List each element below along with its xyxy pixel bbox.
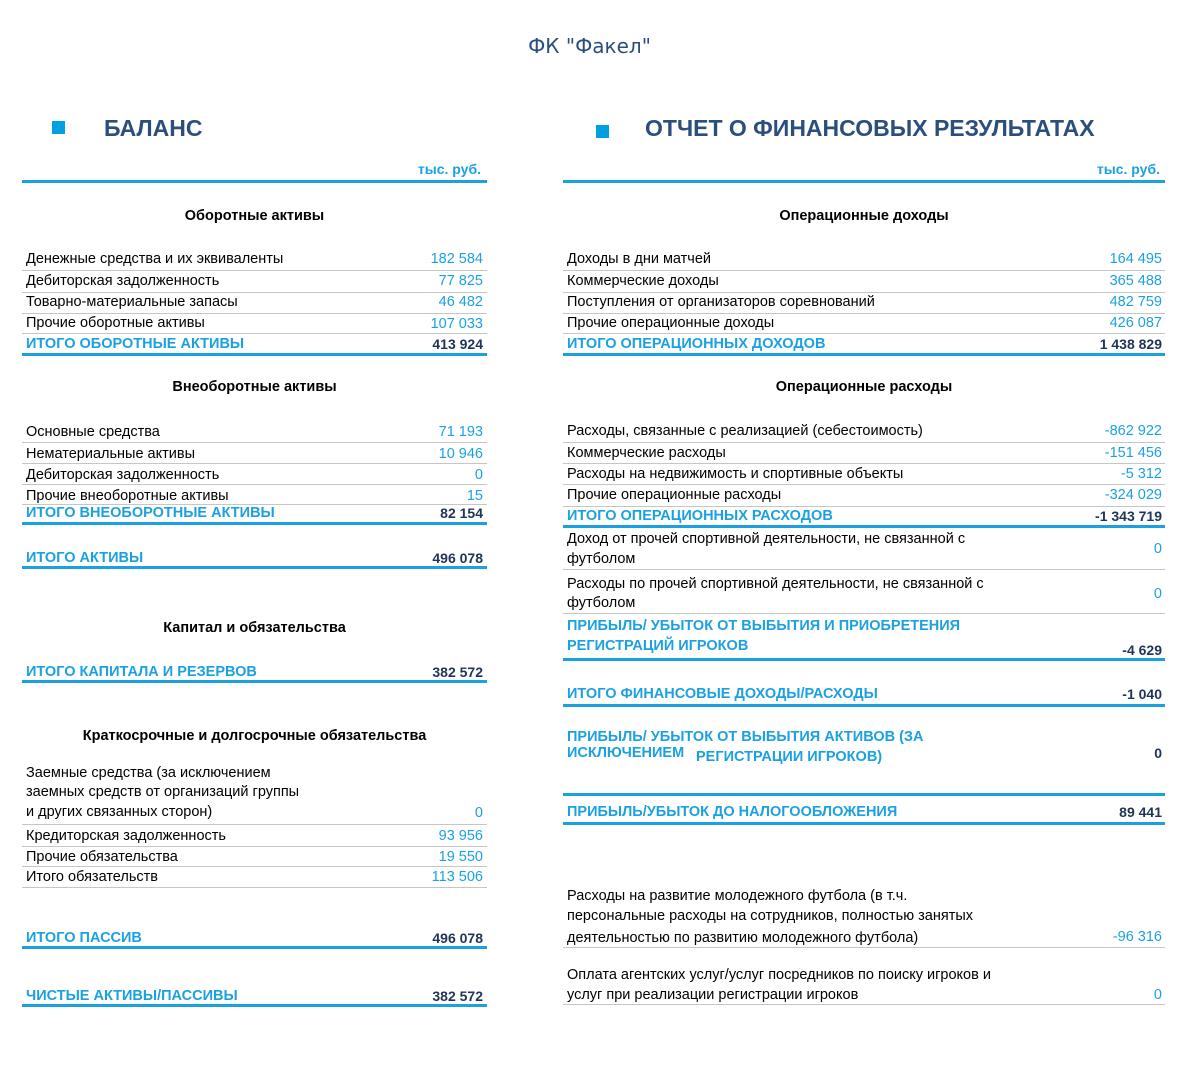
row-value: 46 482 — [438, 294, 483, 310]
row-value: 19 550 — [438, 849, 483, 865]
other-sport-expense-value: 0 — [1153, 586, 1162, 602]
row-label: Прочие операционные расходы — [567, 487, 782, 503]
balance-header-rule — [22, 180, 487, 183]
other-sport-expense-line: Расходы по прочей спортивной деятельности, не связанной с — [567, 576, 984, 592]
current-assets-total-value: 413 924 — [432, 336, 483, 352]
income-heading: ОТЧЕТ О ФИНАНСОВЫХ РЕЗУЛЬТАТАХ — [645, 115, 1095, 141]
noncurrent-assets-total-value: 82 154 — [440, 505, 483, 521]
op-expenses-title: Операционные расходы — [775, 379, 953, 395]
asset-disposal-line: РЕГИСТРАЦИИ ИГРОКОВ) — [696, 749, 883, 765]
row-divider — [22, 887, 487, 888]
liabilities-title: Краткосрочные и долгосрочные обязательства — [82, 728, 427, 744]
row-value: 182 584 — [430, 251, 483, 267]
balance-heading: БАЛАНС — [104, 115, 203, 141]
pretax-value: 89 441 — [1119, 804, 1162, 820]
agents-value: 0 — [1153, 987, 1162, 1003]
asset-disposal-value: 0 — [1154, 745, 1162, 761]
total-assets-value: 496 078 — [432, 550, 483, 566]
row-label: Расходы, связанные с реализацией (себестоимость) — [567, 423, 923, 439]
row-divider — [563, 569, 1165, 570]
total-liabilities-label: ИТОГО ПАССИВ — [26, 930, 142, 946]
row-value: 482 759 — [1109, 294, 1162, 310]
income-header-rule — [563, 180, 1165, 183]
row-value: 113 506 — [431, 869, 483, 885]
net-assets-label: ЧИСТЫЕ АКТИВЫ/ПАССИВЫ — [26, 988, 238, 1004]
op-expenses-total-value: -1 343 719 — [1095, 508, 1162, 524]
row-label: Прочие обязательства — [26, 849, 178, 865]
financial-label: ИТОГО ФИНАНСОВЫЕ ДОХОДЫ/РАСХОДЫ — [567, 686, 878, 702]
total-rule — [22, 680, 487, 683]
asset-disposal-line: ИСКЛЮЧЕНИЕМ — [567, 745, 685, 761]
row-label: Прочие внеоборотные активы — [26, 488, 229, 504]
op-expenses-total-label: ИТОГО ОПЕРАЦИОННЫХ РАСХОДОВ — [567, 508, 833, 524]
total-rule — [22, 1004, 487, 1007]
row-value: 107 033 — [430, 316, 483, 332]
row-value: -5 312 — [1120, 466, 1162, 482]
capital-total-label: ИТОГО КАПИТАЛА И РЕЗЕРВОВ — [26, 664, 257, 680]
row-label: Кредиторская задолженность — [26, 828, 226, 844]
row-value: -324 029 — [1104, 487, 1162, 503]
total-liabilities-value: 496 078 — [432, 930, 483, 946]
row-value: 71 193 — [438, 424, 483, 440]
op-income-title: Операционные доходы — [779, 208, 949, 224]
agents-line: услуг при реализации регистрации игроков — [567, 987, 859, 1003]
club-title: ФК "Факел" — [528, 34, 651, 58]
other-sport-expense-line: футболом — [567, 595, 636, 611]
financial-value: -1 040 — [1122, 686, 1162, 702]
other-sport-income-value: 0 — [1153, 541, 1162, 557]
row-label: Итого обязательств — [26, 869, 158, 885]
row-divider — [563, 1004, 1165, 1005]
other-sport-income-line: Доход от прочей спортивной деятельности, не связанной с — [567, 531, 966, 547]
total-rule — [563, 793, 1165, 796]
row-value: -151 456 — [1104, 445, 1162, 461]
row-divider — [563, 613, 1165, 614]
row-value: 164 495 — [1109, 251, 1162, 267]
row-label: Дебиторская задолженность — [26, 467, 220, 483]
op-income-total-value: 1 438 829 — [1099, 336, 1162, 352]
total-rule — [22, 946, 487, 949]
row-value: 77 825 — [438, 273, 483, 289]
other-sport-income-line: футболом — [567, 551, 636, 567]
net-assets-value: 382 572 — [432, 988, 483, 1004]
total-rule — [563, 658, 1165, 661]
row-divider — [22, 463, 487, 464]
youth-value: -96 316 — [1112, 929, 1162, 945]
row-label: Поступления от организаторов соревнований — [567, 294, 875, 310]
row-label: Коммерческие расходы — [567, 445, 726, 461]
row-label: Расходы на недвижимость и спортивные объекты — [567, 466, 904, 482]
capital-title: Капитал и обязательства — [163, 620, 346, 636]
income-unit: тыс. руб. — [1096, 161, 1160, 177]
row-value: 93 956 — [438, 828, 483, 844]
row-value: 0 — [474, 467, 483, 483]
total-rule — [22, 566, 487, 569]
row-label: Доходы в дни матчей — [567, 251, 712, 267]
bullet-square-icon — [52, 121, 65, 134]
total-rule — [563, 525, 1165, 528]
op-income-total-label: ИТОГО ОПЕРАЦИОННЫХ ДОХОДОВ — [567, 336, 826, 352]
row-label: Дебиторская задолженность — [26, 273, 220, 289]
row-value: 10 946 — [438, 446, 483, 462]
row-label: Прочие оборотные активы — [26, 315, 205, 331]
row-divider — [563, 947, 1165, 948]
noncurrent-assets-total-label: ИТОГО ВНЕОБОРОТНЫЕ АКТИВЫ — [26, 505, 275, 521]
row-label: Нематериальные активы — [26, 446, 195, 462]
row-label: Коммерческие доходы — [567, 273, 719, 289]
borrowings-value: 0 — [474, 805, 483, 821]
total-rule — [22, 522, 487, 525]
row-divider — [22, 484, 487, 485]
bullet-square-icon — [596, 125, 609, 138]
asset-disposal-line: ПРИБЫЛЬ/ УБЫТОК ОТ ВЫБЫТИЯ АКТИВОВ (ЗА — [567, 729, 924, 745]
capital-total-value: 382 572 — [432, 664, 483, 680]
youth-line: персональные расходы на сотрудников, полностью занятых — [567, 908, 974, 924]
player-registration-line: ПРИБЫЛЬ/ УБЫТОК ОТ ВЫБЫТИЯ И ПРИОБРЕТЕНИЯ — [567, 618, 961, 634]
youth-line: деятельностью по развитию молодежного футбола) — [567, 930, 919, 946]
pretax-label: ПРИБЫЛЬ/УБЫТОК ДО НАЛОГООБЛОЖЕНИЯ — [567, 804, 898, 820]
total-assets-label: ИТОГО АКТИВЫ — [26, 550, 144, 566]
row-value: 15 — [466, 488, 483, 504]
row-label: Основные средства — [26, 424, 160, 440]
noncurrent-assets-title: Внеоборотные активы — [172, 379, 337, 395]
total-rule — [22, 353, 487, 356]
balance-unit: тыс. руб. — [417, 161, 481, 177]
player-registration-line: РЕГИСТРАЦИЙ ИГРОКОВ — [567, 638, 749, 654]
borrowings-label-line: Заемные средства (за исключением — [26, 765, 271, 781]
total-rule — [563, 822, 1165, 825]
row-label: Прочие операционные доходы — [567, 315, 775, 331]
total-rule — [563, 704, 1165, 707]
row-label: Товарно-материальные запасы — [26, 294, 238, 310]
row-value: 426 087 — [1109, 315, 1162, 331]
agents-line: Оплата агентских услуг/услуг посредников по поиску игроков и — [567, 967, 991, 983]
row-value: -862 922 — [1104, 423, 1162, 439]
current-assets-title: Оборотные активы — [184, 208, 325, 224]
row-divider — [22, 442, 487, 443]
row-divider — [22, 824, 487, 825]
player-registration-value: -4 629 — [1122, 642, 1162, 658]
total-rule — [563, 353, 1165, 356]
row-label: Денежные средства и их эквиваленты — [26, 251, 284, 267]
borrowings-label-line: и других связанных сторон) — [26, 804, 213, 820]
youth-line: Расходы на развитие молодежного футбола (в т.ч. — [567, 888, 908, 904]
current-assets-total-label: ИТОГО ОБОРОТНЫЕ АКТИВЫ — [26, 336, 245, 352]
row-value: 365 488 — [1109, 273, 1162, 289]
borrowings-label-line: заемных средств от организаций группы — [26, 784, 300, 800]
